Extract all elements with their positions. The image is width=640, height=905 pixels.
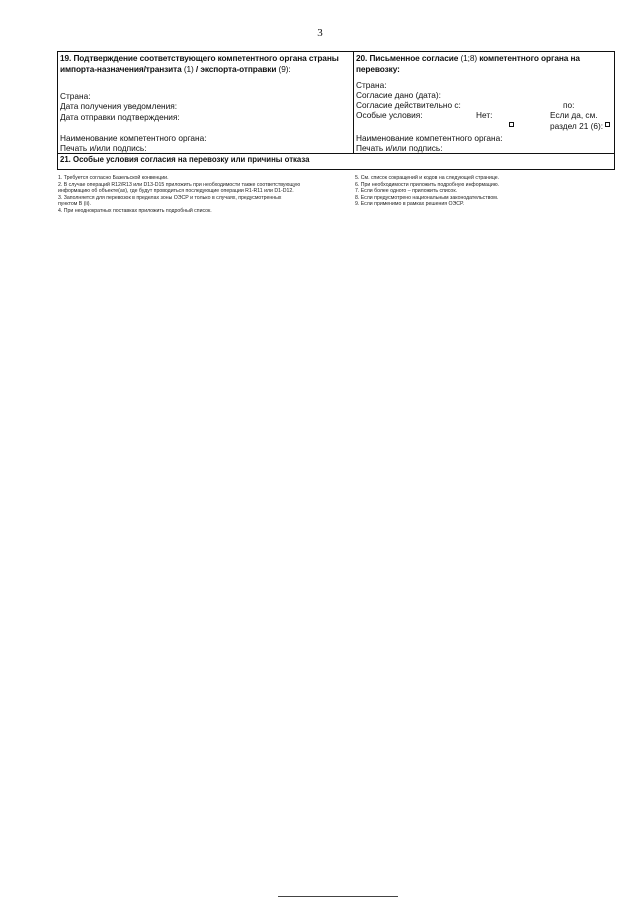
- box-20: [354, 52, 614, 153]
- footnote: 6. При необходимости приложить подробную информацию.: [355, 181, 500, 188]
- box-19-notification-received: Дата получения уведомления:: [60, 101, 178, 111]
- footnote: 9. Если применимо в рамках решения ОЭСР.: [355, 201, 464, 208]
- box-20-yes-checkbox[interactable]: [605, 122, 610, 127]
- box-20-country: Страна:: [356, 80, 387, 90]
- box-21-heading: 21. Особые условия согласия на перевозку или причины отказа: [60, 155, 310, 164]
- box-20-if-yes: Если да, см.: [550, 110, 598, 120]
- form-top-row: [58, 52, 614, 154]
- box-20-no-label: Нет:: [476, 110, 493, 120]
- footnote: 4. При неоднократных поставках приложить подробный список.: [58, 207, 212, 214]
- footnote: 3. Заполняется для перевозок в пределах зоны ОЭСР и только в случаях, предусмотренных: [58, 194, 282, 201]
- box-19-country: Страна:: [60, 91, 91, 101]
- box-20-no-checkbox[interactable]: [509, 122, 514, 127]
- box-20-section-ref: раздел 21 (6):: [550, 121, 604, 131]
- consent-form: [57, 51, 615, 170]
- box-20-heading: [354, 52, 614, 75]
- box-19-heading: [58, 52, 353, 75]
- footnotes-right: [355, 175, 618, 215]
- box-20-stamp-signature: Печать и/или подпись:: [356, 143, 443, 153]
- box-19-ref-2: (9):: [278, 64, 291, 74]
- box-20-consent-date: Согласие дано (дата):: [356, 90, 441, 100]
- box-20-valid-from: Согласие действительно с:: [356, 100, 461, 110]
- box-19: [58, 52, 354, 153]
- footnote: пунктом B (ii).: [58, 201, 91, 208]
- box-20-valid-to: по:: [563, 100, 575, 110]
- footnotes-left: [58, 175, 355, 215]
- footnote: 5. См. список сокращений и кодов на следующей странице.: [355, 175, 500, 181]
- box-19-title-tail: / экспорта-отправки: [195, 64, 277, 74]
- box-19-stamp-signature: Печать и/или подпись:: [60, 143, 147, 153]
- footnote: информацию об объекте(ах), где будут проводиться последующие операции R1-R11 или D1-D12.: [58, 188, 294, 195]
- box-20-ref: (1;8): [460, 53, 478, 63]
- box-19-authority-name: Наименование компетентного органа:: [60, 133, 207, 143]
- page-bottom-rule: [278, 896, 398, 897]
- footnote: 8. Если предусмотрено национальным законодательством.: [355, 194, 499, 201]
- footnote: 1. Требуется согласно Базельской конвенции.: [58, 175, 169, 181]
- box-19-title: 19. Подтверждение соответствующего компетентного органа страны импорта-назначения/транзита: [60, 53, 339, 74]
- footnotes: [58, 175, 618, 215]
- box-19-confirmation-sent: Дата отправки подтверждения:: [60, 112, 180, 122]
- box-21: [58, 154, 614, 169]
- footnote: 7. Если более одного – приложить список.: [355, 188, 458, 195]
- footnote: 2. В случае операций R12/R13 или D13-D15 приложить при необходимости также соответствующую: [58, 181, 301, 188]
- box-20-authority-name: Наименование компетентного органа:: [356, 133, 503, 143]
- box-20-title: 20. Письменное согласие: [356, 53, 459, 63]
- page-number: 3: [317, 27, 323, 39]
- box-19-ref: (1): [183, 64, 194, 74]
- box-20-title-tail: компетентного органа на перевозку:: [356, 53, 580, 74]
- box-20-conditions: Особые условия:: [356, 110, 423, 120]
